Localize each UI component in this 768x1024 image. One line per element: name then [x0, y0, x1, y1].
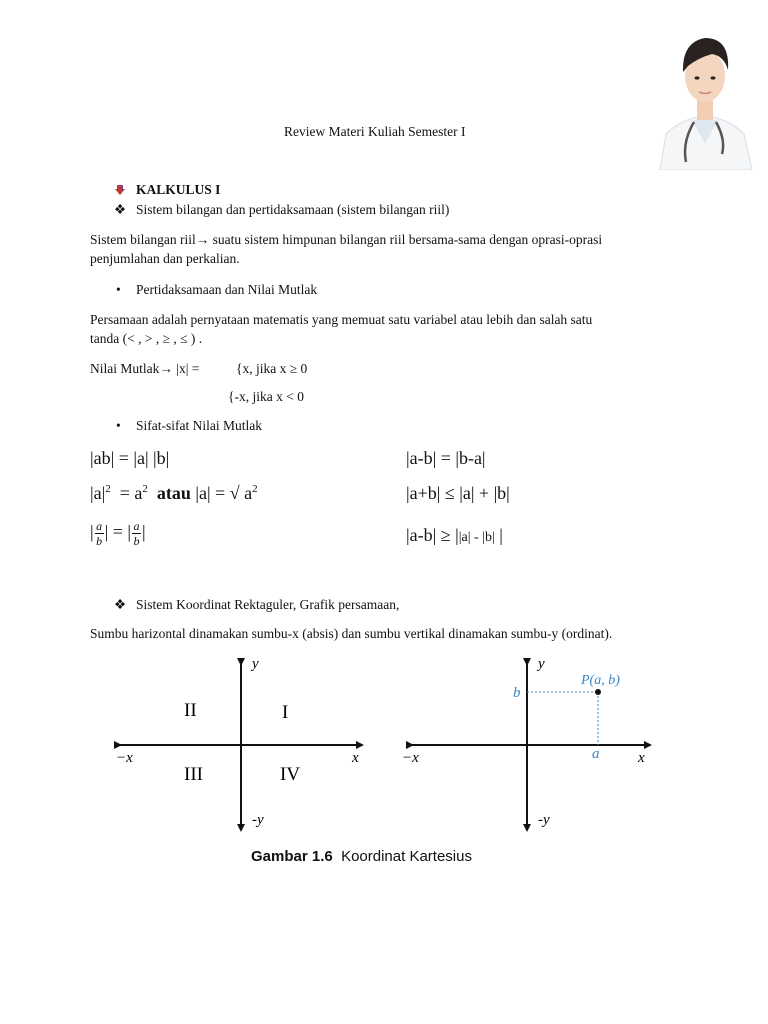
- x-axis-label: x: [352, 750, 359, 766]
- neg-y-axis-label: -y: [538, 812, 550, 828]
- quadrant-label-2: II: [184, 700, 197, 721]
- quadrant-diagram: [100, 652, 380, 834]
- property-triangle: |a+b| ≤ |a| + |b|: [406, 483, 510, 503]
- neg-x-axis-label: −x: [116, 750, 133, 766]
- bullet-text: Sifat-sifat Nilai Mutlak: [136, 418, 262, 433]
- a-label: a: [592, 746, 600, 762]
- property-quotient: | $\frac{a}{b}$ | = | $\frac{a}{b}$ |: [90, 519, 146, 548]
- paragraph-line: penjumlahan dan perkalian.: [90, 251, 240, 266]
- abs-value-label: Nilai Mutlak→ |x| =: [90, 361, 200, 376]
- page-title: Review Materi Kuliah Semester I: [284, 124, 466, 139]
- abs-value-case-1: {x, jika x ≥ 0: [236, 361, 308, 376]
- paragraph-line: tanda (< , > , ≥ , ≤ ) .: [90, 331, 203, 346]
- round-bullet-icon: •: [116, 418, 121, 433]
- neg-y-axis-label: -y: [252, 812, 264, 828]
- section-heading: KALKULUS I: [136, 182, 221, 197]
- property-square: $|a|^2 = a^2$ atau |a| = √ $a^2$: [90, 483, 258, 503]
- diamond-bullet-icon: ❖: [114, 202, 127, 217]
- quadrant-label-1: I: [282, 702, 289, 723]
- point-diagram: [396, 652, 666, 834]
- property-reverse-triangle: |a-b| ≥ ||a| - |b| |: [406, 525, 503, 545]
- subheading-number-system: Sistem bilangan dan pertidaksamaan (sistem bilangan riil): [136, 202, 450, 217]
- property-difference: |a-b| = |b-a|: [406, 448, 486, 468]
- diamond-bullet-icon: ❖: [114, 597, 127, 612]
- profile-photo: [652, 22, 758, 170]
- paragraph-line: Persamaan adalah pernyataan matematis yang memuat satu variabel atau lebih dan salah satu: [90, 312, 593, 327]
- round-bullet-icon: •: [116, 282, 121, 297]
- arrow-down-bullet-icon: [114, 184, 126, 196]
- b-label: b: [513, 685, 521, 701]
- figure-caption: [251, 848, 472, 865]
- property-product: |ab| = |a| |b|: [90, 448, 170, 468]
- quadrant-label-4: IV: [280, 764, 301, 785]
- figure-caption-text: Koordinat Kartesius: [341, 848, 472, 865]
- y-axis-label: y: [252, 656, 259, 672]
- x-axis-label: x: [638, 750, 645, 766]
- abs-value-case-2: {-x, jika x < 0: [228, 389, 304, 404]
- neg-x-axis-label: −x: [402, 750, 419, 766]
- point-label: P(a, b): [581, 673, 620, 688]
- paragraph-line: Sistem bilangan riil→ suatu sistem himpunan bilangan riil bersama-sama dengan oprasi-oprasi: [90, 232, 603, 247]
- quadrant-label-3: III: [184, 764, 203, 785]
- figure-caption-number: Gambar 1.6: [251, 848, 333, 865]
- point-marker: [595, 689, 601, 695]
- paragraph-line: Sumbu harizontal dinamakan sumbu-x (absis) dan sumbu vertikal dinamakan sumbu-y (ordinat).: [90, 626, 613, 641]
- subheading-coordinate-system: Sistem Koordinat Rektaguler, Grafik persamaan,: [136, 597, 400, 612]
- bullet-text: Pertidaksamaan dan Nilai Mutlak: [136, 282, 318, 297]
- y-axis-label: y: [538, 656, 545, 672]
